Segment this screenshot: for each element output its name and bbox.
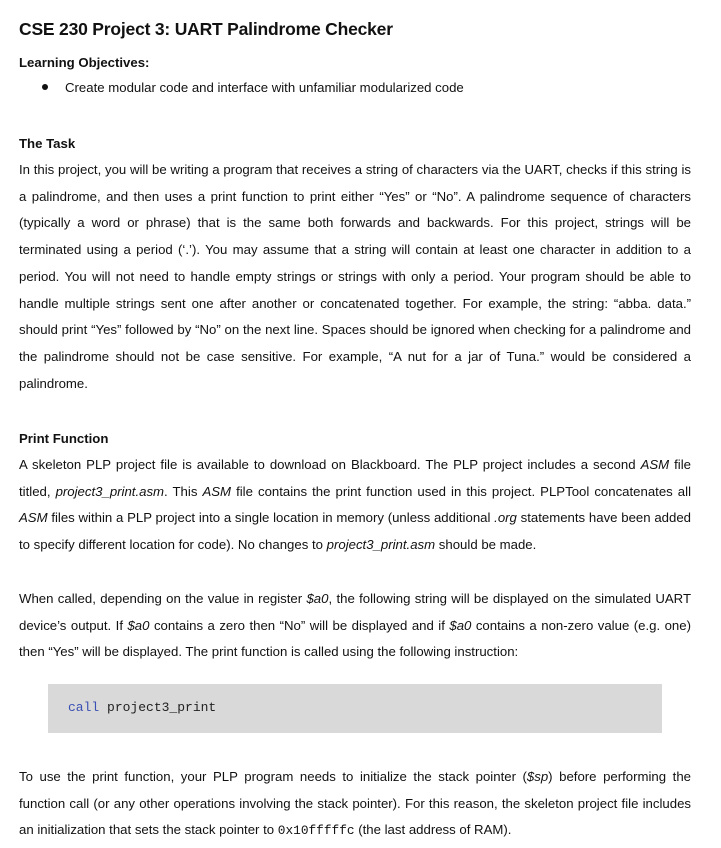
bullet-icon [42,84,48,90]
code-block [48,684,662,733]
learning-objectives-heading: Learning Objectives: [19,55,150,70]
code-line [68,700,216,715]
task-paragraph: In this project, you will be writing a program that receives a string of characters via the UART, checks if this string is a palindrome, and then uses a print function to print either “Yes” or “No”. A palindrome sequence of characters (typically a word or phrase) that is the same both forwards and backwards. For this project, strings will be terminated using a period (‘.’). You may assume that a string will contain at least one character in addition to a period. You will not need to handle empty strings or strings with only a period. Your program should be able to handle multiple strings sent one after another or concatenated together. For example, the string: “abba. data.” should print “Yes” followed by “No” on the next line. Spaces should be ignored when checking for a palindrome and the palindrome should not be case sensitive. For example, “A nut for a jar of Tuna.” would be considered a palindrome. [19,162,691,391]
print-function-heading: Print Function [19,431,109,446]
objective-text: Create modular code and interface with unfamiliar modularized code [65,80,464,95]
code-argument: project3_print [99,700,217,715]
print-function-paragraph-3: To use the print function, your PLP program needs to initialize the stack pointer ($sp) before performing the function call (or any other operations involving the stack pointer). For this reason, the skeleton project file includes an initialization that sets the stack pointer to 0x10fffffc (the last address of RAM). [19,769,691,839]
task-heading: The Task [19,136,76,151]
print-function-paragraph-1: A skeleton PLP project file is available to download on Blackboard. The PLP project includes a second ASM file titled, project3_print.asm. This ASM file contains the print function used in this project. PLPTool concatenates all ASM files within a PLP project into a single location in memory (unless additional .org statements have been added to specify different location for code). No changes to project3_print.asm should be made. [19,457,692,553]
print-function-paragraph-2: When called, depending on the value in register $a0, the following string will be displayed on the simulated UART device’s output. If $a0 contains a zero then “No” will be displayed and if $a0 contains a non-zero value (e.g. one) then “Yes” will be displayed. The print function is called using the following instruction: [19,591,692,660]
list-item [42,80,464,95]
code-keyword: call [68,700,100,715]
page-title: CSE 230 Project 3: UART Palindrome Checker [19,19,393,39]
